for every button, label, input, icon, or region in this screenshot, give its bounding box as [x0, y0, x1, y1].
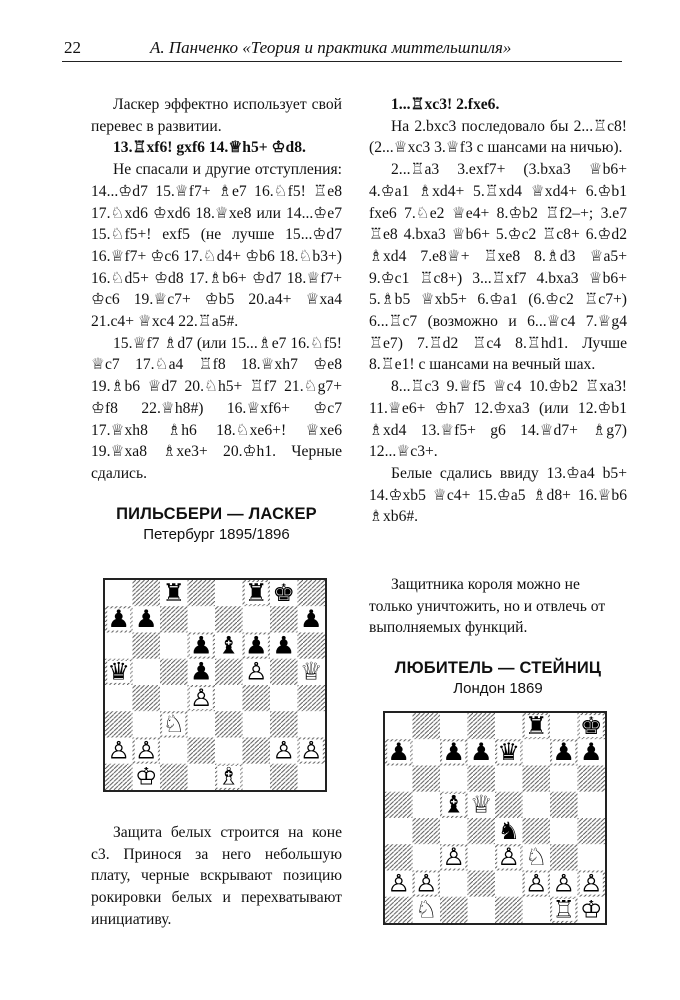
board-square [215, 580, 243, 606]
board-square [495, 713, 523, 739]
paragraph: 8...♖c3 9.♕f5 ♕c4 10.♔b2 ♖xa3! 11.♕e6+ ♔h7 12.♔xa3 (или 12.♔b1 ♗xd4 13.♕f5+ g6 14.♕d7+ ♗g7) 12...♕c3+. [369, 378, 627, 461]
board-square [105, 764, 133, 790]
board-square [215, 659, 243, 685]
chess-piece-icon [190, 631, 213, 659]
board-square [385, 818, 413, 844]
board-square [215, 606, 243, 632]
board-square [495, 766, 523, 792]
board-square [523, 897, 551, 923]
chess-piece-icon [497, 843, 520, 871]
chess-piece-icon [190, 684, 213, 712]
game-place: Петербург 1895/1896 [143, 525, 290, 543]
board-square [105, 685, 133, 711]
board-square [523, 739, 551, 765]
board-square [105, 580, 133, 606]
chess-piece-icon [442, 790, 465, 818]
board-square [215, 685, 243, 711]
game-place: Лондон 1869 [453, 680, 543, 698]
board-square [440, 897, 468, 923]
board-square [578, 766, 606, 792]
board-square [298, 764, 326, 790]
board-square [133, 659, 161, 685]
board-square [440, 871, 468, 897]
chess-piece-icon [470, 738, 493, 766]
chess-piece-icon [387, 738, 410, 766]
chess-diagram [103, 578, 327, 792]
right-column [369, 94, 627, 528]
chess-piece-icon [387, 869, 410, 897]
board-square [160, 738, 188, 764]
board-square [495, 792, 523, 818]
chess-piece-icon [580, 713, 603, 740]
board-square [468, 871, 496, 897]
board-square [188, 580, 216, 606]
board-square [440, 766, 468, 792]
board-square [105, 633, 133, 659]
board-square [243, 606, 271, 632]
right-column-lower [369, 574, 627, 699]
board-square [270, 711, 298, 737]
board-square [298, 685, 326, 711]
chess-piece-icon [135, 736, 158, 764]
chess-piece-icon [135, 762, 158, 790]
chess-piece-icon [217, 762, 240, 790]
chess-piece-icon [135, 605, 158, 633]
board-square [550, 844, 578, 870]
board-square [495, 871, 523, 897]
board-square [188, 764, 216, 790]
board-square [243, 738, 271, 764]
board-square [298, 580, 326, 606]
paragraph: Защита белых строится на коне c3. Принося за него небольшую плату, черные вскрывают позицию рокировки белых и перехватывают инициативу. [91, 824, 342, 928]
paragraph: На 2.bxc3 последовало бы 2...♖c8! (2...♕xc3 3.♕f3 с шансами на ничью). [369, 117, 627, 157]
board-square [270, 685, 298, 711]
board-square [413, 818, 441, 844]
chess-piece-icon [272, 736, 295, 764]
board-square [188, 738, 216, 764]
game-title: ПИЛЬСБЕРИ — ЛАСКЕР [116, 504, 317, 523]
board-square [413, 844, 441, 870]
board-square [133, 580, 161, 606]
chess-piece-icon [442, 843, 465, 871]
chess-piece-icon [107, 605, 130, 633]
left-column-bottom [91, 822, 342, 931]
board-square [495, 897, 523, 923]
board-square [270, 606, 298, 632]
chess-piece-icon [217, 631, 240, 659]
board-square [298, 633, 326, 659]
moves-line: 13.♖xf6! gxf6 14.♕h5+ ♔d8. [113, 139, 306, 157]
board-square [413, 792, 441, 818]
chess-piece-icon [525, 713, 548, 740]
paragraph: Ласкер эффектно использует свой перевес в развитии. [91, 96, 342, 135]
board-square [578, 844, 606, 870]
board-square [440, 818, 468, 844]
chess-piece-icon [497, 817, 520, 845]
chess-piece-icon [552, 869, 575, 897]
paragraph: Защитника короля можно не только уничтожить, но и отвлечь от выполняемых функций. [369, 576, 606, 637]
chess-board [105, 580, 325, 790]
chess-piece-icon [580, 895, 603, 923]
chess-piece-icon [190, 657, 213, 685]
board-square [440, 713, 468, 739]
chess-piece-icon [245, 631, 268, 659]
chess-piece-icon [245, 657, 268, 685]
board-square [385, 897, 413, 923]
chess-piece-icon [580, 738, 603, 766]
board-square [133, 633, 161, 659]
chess-piece-icon [272, 631, 295, 659]
board-square [160, 685, 188, 711]
board-square [385, 792, 413, 818]
chess-piece-icon [442, 738, 465, 766]
board-square [105, 711, 133, 737]
paragraph: Белые сдались ввиду 13.♔a4 b5+ 14.♔xb5 ♕c4+ 15.♔a5 ♗d8+ 16.♕b6 ♗xb6#. [369, 464, 627, 526]
board-square [270, 764, 298, 790]
board-square [188, 711, 216, 737]
chess-board [385, 713, 605, 923]
chess-diagram [383, 711, 607, 925]
board-square [413, 766, 441, 792]
board-square [133, 685, 161, 711]
chess-piece-icon [162, 710, 185, 738]
chess-piece-icon [552, 895, 575, 923]
chess-piece-icon [580, 869, 603, 897]
board-square [468, 766, 496, 792]
board-square [550, 818, 578, 844]
board-square [523, 766, 551, 792]
board-square [215, 738, 243, 764]
page-header [62, 38, 622, 62]
board-square [550, 766, 578, 792]
board-square [215, 711, 243, 737]
board-square [243, 685, 271, 711]
moves-line: 1...♖xc3! 2.fxe6. [391, 96, 500, 113]
board-square [578, 818, 606, 844]
chess-piece-icon [470, 790, 493, 818]
board-square [468, 713, 496, 739]
board-square [385, 713, 413, 739]
chess-piece-icon [245, 580, 268, 607]
board-square [270, 659, 298, 685]
board-square [550, 713, 578, 739]
board-square [188, 606, 216, 632]
chess-piece-icon [497, 738, 520, 766]
board-square [385, 844, 413, 870]
left-column [91, 94, 342, 545]
board-square [550, 792, 578, 818]
board-square [160, 659, 188, 685]
page-number: 22 [64, 38, 81, 57]
chess-piece-icon [300, 736, 323, 764]
paragraph: Не спасали и другие отступления: 14...♔d7 15.♕f7+ ♗e7 16.♘f5! ♖e8 17.♘xd6 ♔xd6 18.♕xe8 или 14...♔e7 15.♘f5+! exf5 (не лучше 15...♔d7 16.♕f7+ ♔c6 17.♘d4+ ♔b6 18.♘b3+) 16.♘d5+ ♔d8 17.♗b6+ ♔d7 18.♕f7+ ♔c6 19.♕c7+ ♔b5 20.a4+ ♕xa4 21.c4+ ♕xc4 22.♖a5#. [91, 161, 342, 331]
chess-piece-icon [300, 657, 323, 685]
board-square [160, 764, 188, 790]
board-square [468, 897, 496, 923]
board-square [298, 711, 326, 737]
chess-piece-icon [525, 869, 548, 897]
chess-piece-icon [415, 869, 438, 897]
chess-piece-icon [552, 738, 575, 766]
board-square [385, 766, 413, 792]
chess-piece-icon [107, 736, 130, 764]
paragraph: 15.♕f7 ♗d7 (или 15...♗e7 16.♘f5! ♕c7 17.♘a4 ♖f8 18.♕xh7 ♔e8 19.♗b6 ♕d7 20.♘h5+ ♖f7 21.♘g7+ ♔f8 22.♕h8#) 16.♕xf6+ ♔c7 17.♕xh8 ♗h6 18.♘xe6+! ♕xe6 19.♕xa8 ♗xe3+ 20.♔h1. Черные сдались. [91, 334, 342, 482]
board-square [468, 844, 496, 870]
game-title: ЛЮБИТЕЛЬ — СТЕЙНИЦ [394, 659, 602, 678]
running-title: А. Панченко «Теория и практика миттельшпиля» [150, 38, 512, 57]
board-square [160, 606, 188, 632]
board-square [133, 711, 161, 737]
board-square [413, 739, 441, 765]
board-square [413, 713, 441, 739]
board-square [578, 792, 606, 818]
chess-piece-icon [525, 843, 548, 871]
board-square [243, 764, 271, 790]
board-square [160, 633, 188, 659]
board-square [468, 818, 496, 844]
chess-piece-icon [415, 895, 438, 923]
board-square [523, 792, 551, 818]
board-square [243, 711, 271, 737]
chess-piece-icon [272, 580, 295, 607]
board-square [523, 818, 551, 844]
chess-piece-icon [300, 605, 323, 633]
paragraph: 2...♖a3 3.exf7+ (3.bxa3 ♕b6+ 4.♔a1 ♗xd4+ 5.♖xd4 ♕xd4+ 6.♔b1 fxe6 7.♘e2 ♕e4+ 8.♔b2 ♖f2–+; 3.e7 ♖e8 4.bxa3 ♕b6+ 5.♔c2 ♖c8+ 6.♔d2 ♗xd4 7.e8♕+ ♖xe8 8.♗d3 ♕a5+ 9.♔c1 ♖c8+) 3...♖xf7 4.bxa3 ♕b6+ 5.♗b5 ♕xb5+ 6.♔a1 (6.♔c2 ♖c7+) 6...♖c7 (возможно и 6...♕c4 7.♕g4 ♖e7) 7.♖d2 ♖c4 8.♖hd1. Лучше 8.♖e1! с шансами на вечный шах. [369, 161, 627, 374]
chess-piece-icon [162, 580, 185, 607]
chess-piece-icon [107, 657, 130, 685]
